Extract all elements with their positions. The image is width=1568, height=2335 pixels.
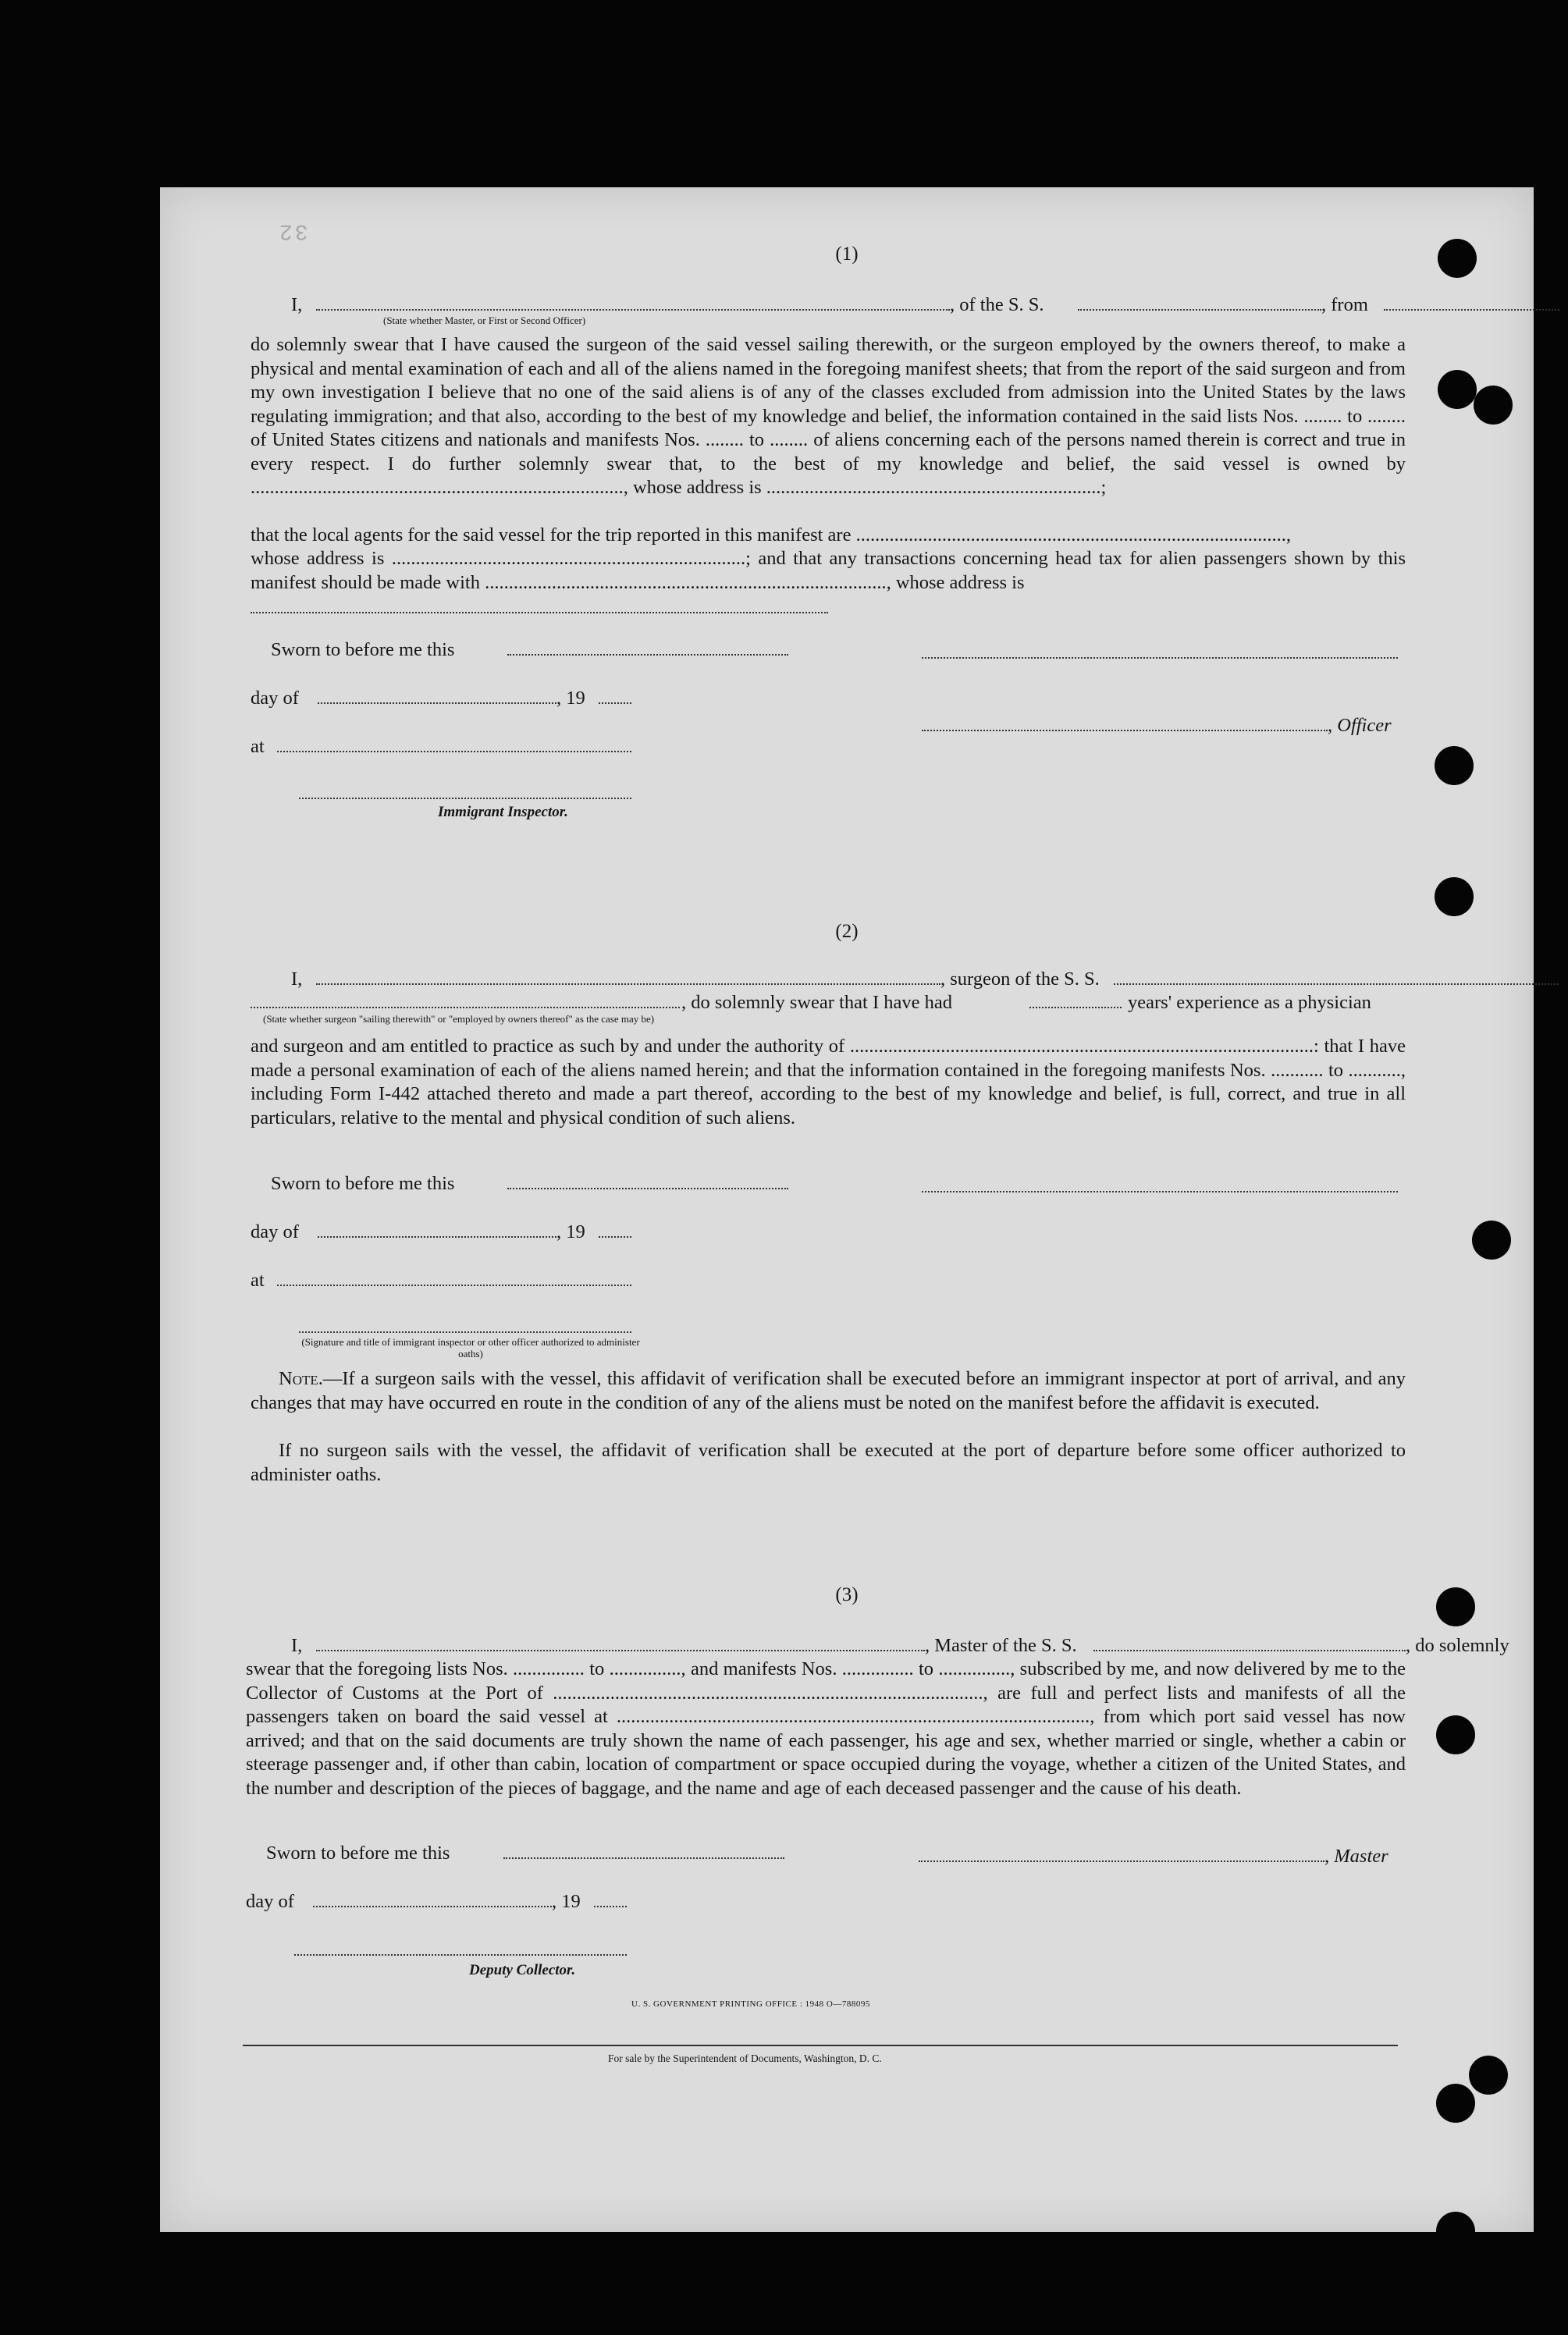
officer-name-field[interactable] [316,309,950,311]
surgeon-ship-field[interactable] [1114,983,1559,985]
binder-hole-7 [1436,1587,1475,1626]
from-label: , from [1321,294,1368,315]
page-number-stamp: 32 [277,219,308,243]
note-label: Note. [279,1368,323,1389]
binder-hole-1 [1438,239,1477,278]
section-2-day-label: day of [251,1221,299,1242]
section-1-line-start: I, [291,294,303,315]
oath-officer-signature-field[interactable] [299,1331,631,1333]
section-2-day-field[interactable] [318,1236,556,1238]
binder-hole-11 [1436,2212,1475,2251]
section-3-day-field[interactable] [313,1906,552,1907]
printing-office-line: U. S. GOVERNMENT PRINTING OFFICE : 1948 O—788095 [631,1999,870,2009]
section-3-sworn-date-field[interactable] [503,1857,784,1859]
ss-name-field[interactable] [1078,309,1321,311]
binder-hole-9 [1469,2056,1508,2095]
inspector-signature-field[interactable] [299,798,631,799]
section-3-year-label: , 19 [552,1891,581,1912]
binder-hole-8 [1436,1715,1475,1754]
section-1-sworn-date-field[interactable] [507,654,788,656]
section-1-agents-text: that the local agents for the said vessel for the trip reported in this manifest are .........................................................................................., [251,524,1291,546]
master-of-label: , Master of the S. S. [925,1635,1077,1656]
section-2-sworn-label: Sworn to before me this [271,1173,455,1194]
binder-hole-3 [1474,386,1513,425]
surgeon-state-note: (State whether surgeon "sailing therewith" or "employed by owners thereof" as the case may be) [263,1013,655,1025]
oath-officer-note: (Signature and title of immigrant inspector or other officer authorized to administer oaths) [301,1336,640,1359]
binder-hole-10 [1436,2084,1475,2123]
from-field[interactable] [1384,309,1559,311]
section-1-year-label: , 19 [556,688,585,709]
section-2-heading: (2) [835,921,859,942]
section-3-heading: (3) [835,1584,859,1605]
officer-title-field[interactable] [922,730,1328,731]
section-3-line-start: I, [291,1635,303,1656]
surgeon-name-field[interactable] [316,983,940,985]
section-1-at-field[interactable] [277,751,631,752]
collector-label: Deputy Collector. [469,1962,576,1978]
binder-hole-5 [1435,877,1474,916]
section-2-note [251,1367,1406,1415]
surgeon-of-label: , surgeon of the S. S. [940,968,1100,990]
years-experience-field[interactable] [1029,1007,1122,1008]
binder-hole-4 [1435,746,1474,785]
note-text: —If a surgeon sails with the vessel, this affidavit of verification shall be executed before an immigrant inspector at port of arrival, and any changes that may have occurred en route in the condition of any of the aliens must be noted on the manifest before the affidavit is executed. [251,1368,1406,1413]
section-1-day-field[interactable] [318,702,556,704]
master-name-field[interactable] [316,1650,925,1651]
section-2-at-field[interactable] [277,1285,631,1286]
section-3-sworn-label: Sworn to before me this [266,1843,450,1864]
bleed-through-text [862,624,875,651]
section-2-note-2: If no surgeon sails with the vessel, the affidavit of verification shall be executed at the port of departure before some officer authorized to administer oaths. [251,1440,1406,1485]
binder-hole-2 [1438,370,1477,409]
section-1-oath-text: do solemnly swear that I have caused the surgeon of the said vessel sailing therewith, or the surgeon employed by the owners thereof, to make a physical and mental examination of each and all of the aliens named in the foregoing manifest sheets; that from the report of the said surgeon and from my own investigation I believe that no one of the said aliens is of any of the classes excluded from admission into the United States by the laws regulating immigration; and that also, according to the best of my knowledge and belief, the information contained in the said lists Nos. ........ to ........ of United States citizens and nationals and manifests Nos. ........ to ........ of aliens concerning each of the persons named therein is correct and true in every respect. I do further solemnly swear that, to the best of my knowledge and belief, the said vessel is owned by .............................................................................., whose address is ......................................................................; [251,334,1406,498]
officer-signature-field[interactable] [922,657,1398,659]
state-officer-note: (State whether Master, or First or Second Officer) [383,315,586,326]
footer-rule [243,2045,1398,2046]
surgeon-signature-field[interactable] [922,1191,1398,1192]
section-2-oath-text: and surgeon and am entitled to practice as such by and under the authority of .................................................................................................: that I have made a personal examination of each of the aliens named herein; and that the information contained in the foregoing manifests Nos. ........... to ..........., including Form I-442 attached thereto and made a part thereof, according to the best of my knowledge and belief, is full, correct, and true in all particulars, relative to the mental and physical condition of such aliens. [251,1036,1406,1128]
headtax-address-field[interactable] [251,612,828,613]
section-1-at-label: at [251,736,265,757]
section-2-year-label: , 19 [556,1221,585,1242]
sale-notice: For sale by the Superintendent of Documents, Washington, D. C. [608,2052,882,2064]
section-2-line-start: I, [291,968,303,990]
section-3-year-field[interactable] [594,1906,627,1907]
surgeon-type-field[interactable] [251,1007,680,1008]
years-experience-label: years' experience as a physician [1128,992,1371,1013]
section-1-year-field[interactable] [599,702,631,704]
section-1-heading: (1) [835,243,859,265]
master-label: , Master [1324,1846,1388,1867]
master-signature-field[interactable] [919,1861,1324,1862]
section-1-day-label: day of [251,688,299,709]
surgeon-swear-label: , do solemnly swear that I have had [681,992,952,1013]
section-2-year-field[interactable] [599,1236,631,1238]
section-2-at-label: at [251,1270,265,1291]
binder-hole-6 [1472,1221,1511,1260]
section-1-sworn-label: Sworn to before me this [271,639,455,660]
section-1-headtax-text: whose address is ..........................................................................; and that any transactions concerning head tax for alien passengers shown by this manifest should be made with ...................................................................................., whose address is [251,548,1406,593]
section-3-oath-text: swear that the foregoing lists Nos. ............... to ..............., and manifests Nos. ............... to ..............., subscribed by me, and now delivered by me to the Collector of Customs at the Port of .........................................................................................., are full and perfect lists and manifests of all the passengers taken on board the said vessel at ..................................................................................................., from which port said vessel has now arrived; and that on the said documents are truly shown the name of each passenger, his age and sex, whether married or single, whether a cabin or steerage passenger and, if other than cabin, location of compartment or space occupied during the voyage, whether a citizen of the United States, and the number and description of the pieces of baggage, and the name and age of each deceased passenger and the cause of his death. [246,1658,1406,1799]
section-3-day-label: day of [246,1891,294,1912]
of-ss-label: , of the S. S. [950,294,1044,315]
officer-label: , Officer [1328,715,1392,736]
solemnly-label: , do solemnly [1406,1635,1509,1656]
collector-signature-field[interactable] [294,1954,627,1956]
section-2-sworn-date-field[interactable] [507,1188,788,1189]
master-ship-field[interactable] [1093,1650,1406,1651]
inspector-label: Immigrant Inspector. [438,804,568,820]
manifest-page [160,187,1534,2232]
